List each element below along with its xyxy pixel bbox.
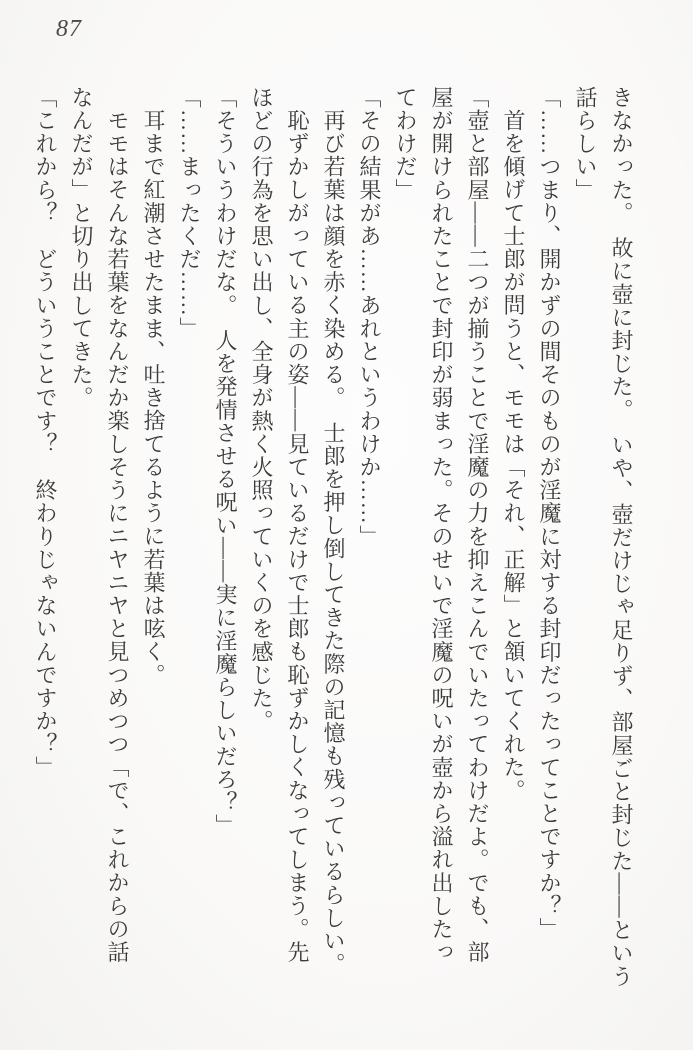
text-line: 話らしい」: [573, 86, 598, 202]
text-line: 「その結果があ……あれというわけか……」: [357, 86, 382, 548]
text-line: 「……つまり、開かずの間そのものが淫魔に対する封印だったってことですか？」: [537, 86, 562, 941]
text-line: てわけだ」: [393, 86, 418, 202]
text-line: 首を傾げて士郎が問うと、モモは「それ、正解」と頷いてくれた。: [501, 109, 526, 802]
text-line: 「これから？ どういうことです？ 終わりじゃないんですか？」: [33, 86, 58, 779]
text-line: 再び若葉は顔を赤く染める。 士郎を押し倒してきた際の記憶も残っているらしい。: [321, 109, 346, 976]
text-line: 「壺と部屋——二つが揃うことで淫魔の力を抑えこんでいたってわけだよ。でも、部: [465, 86, 490, 964]
text-line: ほどの行為を思い出し、全身が熱く火照っていくのを感じた。: [249, 86, 274, 733]
text-line: 屋が開けられたことで封印が弱まった。そのせいで淫魔の呪いが壺から溢れ出したっ: [429, 86, 454, 964]
text-line: 「……まったくだ……」: [177, 86, 202, 341]
text-line: 耳まで紅潮させたまま、吐き捨てるように若葉は呟く。: [141, 109, 166, 687]
text-line: なんだが」と切り出してきた。: [69, 86, 94, 410]
text-line: モモはそんな若葉をなんだか楽しそうにニヤニヤと見つめつつ「で、これからの話: [105, 109, 130, 964]
page-text: [27, 86, 639, 1014]
text-line: 恥ずかしがっている主の姿——見ているだけで士郎も恥ずかしくなってしまう。先: [285, 109, 310, 964]
page-number: 87: [56, 16, 82, 42]
text-line: 「そういうわけだな。 人を発情させる呪い——実に淫魔らしいだろ？」: [213, 86, 238, 838]
text-line: きなかった。 故に壺に封じた。 いや、壺だけじゃ足りず、部屋ごと封じた——という: [609, 86, 634, 988]
